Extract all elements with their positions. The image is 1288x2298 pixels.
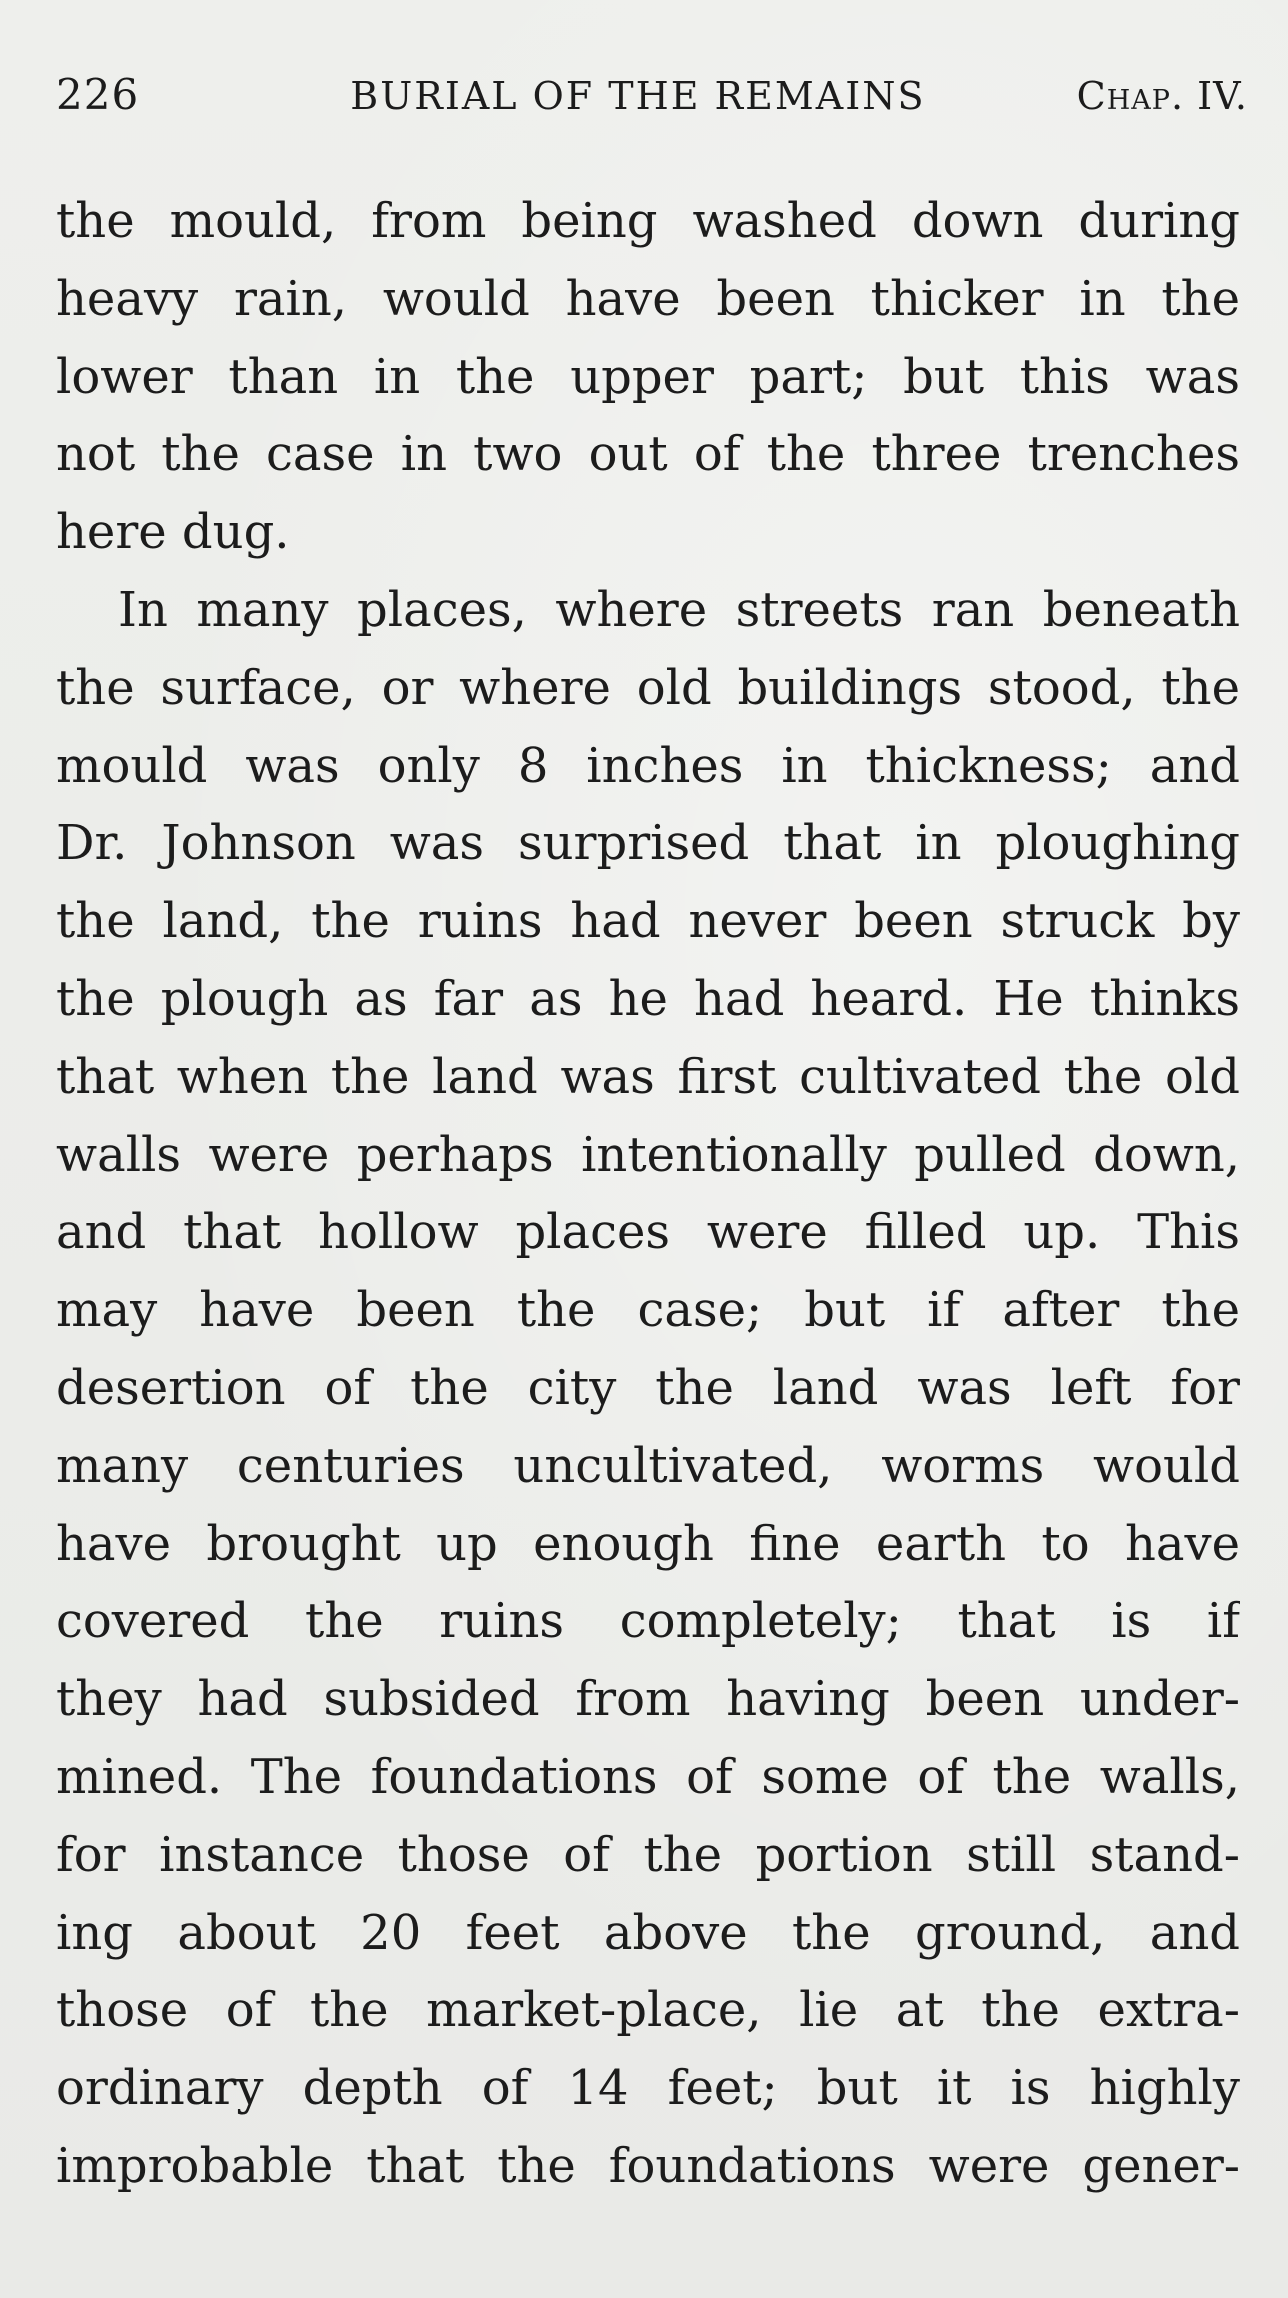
text-line: that when the land was first cultivated the old xyxy=(56,1048,1240,1105)
text-line: mined. The foundations of some of the walls, xyxy=(56,1748,1240,1805)
text-line: desertion of the city the land was left for xyxy=(56,1359,1240,1416)
text-line: In many places, where streets ran beneath xyxy=(118,581,1240,638)
text-line: ing about 20 feet above the ground, and xyxy=(56,1904,1240,1961)
text-line: may have been the case; but if after the xyxy=(56,1282,1240,1339)
text-line: walls were perhaps intentionally pulled down, xyxy=(56,1126,1240,1183)
page-number: 226 xyxy=(56,70,140,119)
text-line: Dr. Johnson was surprised that in ploughing xyxy=(56,815,1240,872)
running-title: BURIAL OF THE REMAINS xyxy=(350,74,926,118)
text-line: improbable that the foundations were gener- xyxy=(56,2137,1240,2194)
text-line: have brought up enough fine earth to have xyxy=(56,1515,1240,1572)
text-line: lower than in the upper part; but this was xyxy=(56,348,1240,405)
text-line: the land, the ruins had never been struck by xyxy=(56,893,1240,950)
text-line: covered the ruins completely; that is if xyxy=(56,1593,1240,1650)
text-line: ordinary depth of 14 feet; but it is highly xyxy=(56,2060,1240,2117)
running-head xyxy=(56,70,1248,126)
text-line: those of the market-place, lie at the extra- xyxy=(56,1982,1240,2039)
text-line: the plough as far as he had heard. He thinks xyxy=(56,970,1240,1027)
text-line: not the case in two out of the three trenches xyxy=(56,426,1240,483)
body-text xyxy=(56,183,1240,2206)
text-line: for instance those of the portion still stand- xyxy=(56,1826,1240,1883)
text-line: here dug. xyxy=(56,504,290,561)
text-line: many centuries uncultivated, worms would xyxy=(56,1437,1240,1494)
text-line: the surface, or where old buildings stood, the xyxy=(56,659,1240,716)
text-line: they had subsided from having been under- xyxy=(56,1671,1240,1728)
text-line: heavy rain, would have been thicker in the xyxy=(56,270,1240,327)
text-line: and that hollow places were filled up. This xyxy=(56,1204,1240,1261)
text-line: the mould, from being washed down during xyxy=(56,193,1240,249)
chapter-reference: Chap. IV. xyxy=(1076,74,1248,118)
text-line: mould was only 8 inches in thickness; and xyxy=(56,737,1240,794)
